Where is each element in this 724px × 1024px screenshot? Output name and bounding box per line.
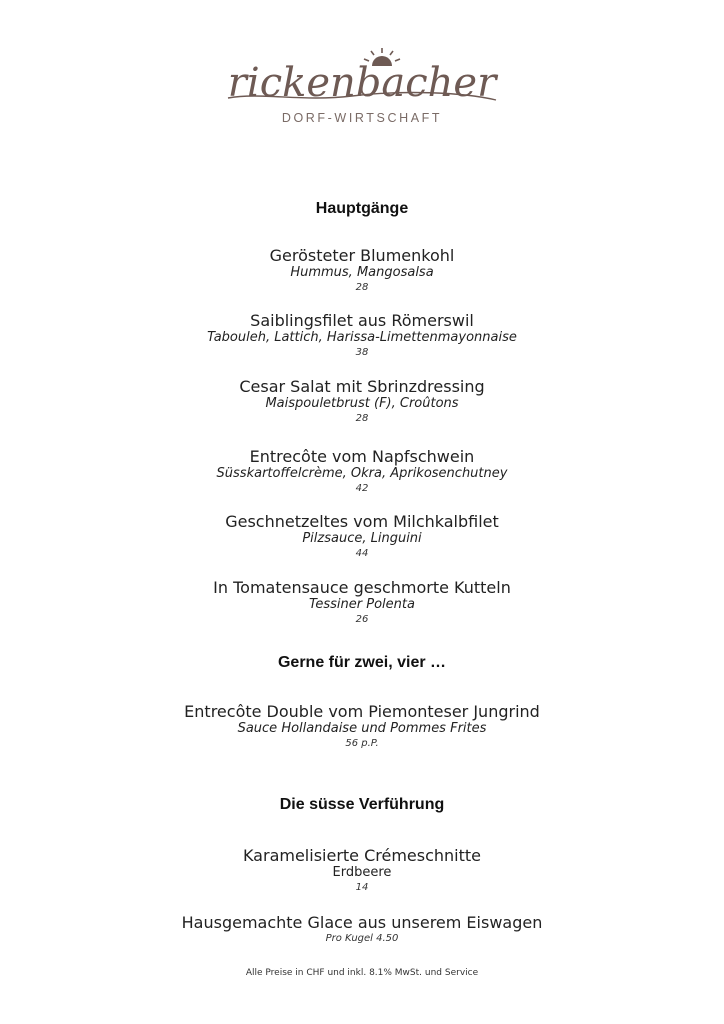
menu-item (0, 913, 724, 945)
menu-item (0, 512, 724, 560)
dish-price: 44 (355, 548, 369, 559)
dish-name: Karamelisierte Crémeschnitte (242, 846, 482, 865)
dish-name: Entrecôte Double vom Piemonteser Jungrind (184, 702, 540, 721)
menu-item (0, 246, 724, 294)
menu-item (0, 311, 724, 359)
dish-description: Maispouletbrust (F), Croûtons (265, 396, 459, 411)
dish-price: 28 (355, 282, 369, 293)
section-title-sharing: Gerne für zwei, vier … (277, 654, 447, 671)
dish-price: 28 (355, 413, 369, 424)
section-title-dessert: Die süsse Verführung (279, 796, 445, 813)
section-title-hauptgaenge: Hauptgänge (315, 200, 409, 217)
logo-script-text: rickenbacher (227, 60, 497, 106)
dish-price: 56 p.P. (345, 738, 379, 749)
dish-name: In Tomatensauce geschmorte Kutteln (213, 578, 511, 597)
menu-item (0, 846, 724, 894)
dish-price: 42 (355, 483, 369, 494)
menu-item (0, 447, 724, 495)
price-footnote: Alle Preise in CHF und inkl. 8.1% MwSt. und Service (245, 968, 479, 978)
dish-description: Erdbeere (332, 865, 392, 880)
dish-name: Geschnetzeltes vom Milchkalbfilet (225, 512, 499, 531)
dish-description: Sauce Hollandaise und Pommes Frites (237, 721, 487, 736)
brand-logo (222, 40, 502, 132)
dish-description: Pilzsauce, Linguini (302, 531, 422, 546)
dish-name: Cesar Salat mit Sbrinzdressing (239, 377, 485, 396)
menu-item (0, 578, 724, 626)
dish-name: Gerösteter Blumenkohl (269, 246, 455, 265)
dish-price: 26 (355, 614, 369, 625)
dish-name: Hausgemachte Glace aus unserem Eiswagen (181, 913, 543, 932)
dish-price: 38 (355, 347, 369, 358)
logo-subtitle: DORF-WIRTSCHAFT (281, 111, 443, 125)
menu-item (0, 377, 724, 425)
menu-item (0, 702, 724, 750)
dish-name: Entrecôte vom Napfschwein (249, 447, 475, 466)
dish-description: Tabouleh, Lattich, Harissa-Limettenmayonnaise (207, 330, 517, 345)
dish-description: Süsskartoffelcrème, Okra, Aprikosenchutney (216, 466, 508, 481)
dish-description: Tessiner Polenta (309, 597, 415, 612)
logo-graphic (222, 40, 502, 110)
dish-name: Saiblingsfilet aus Römerswil (250, 311, 474, 330)
dish-price: 14 (355, 882, 369, 893)
dish-description: Hummus, Mangosalsa (290, 265, 434, 280)
dish-price: Pro Kugel 4.50 (325, 933, 399, 944)
